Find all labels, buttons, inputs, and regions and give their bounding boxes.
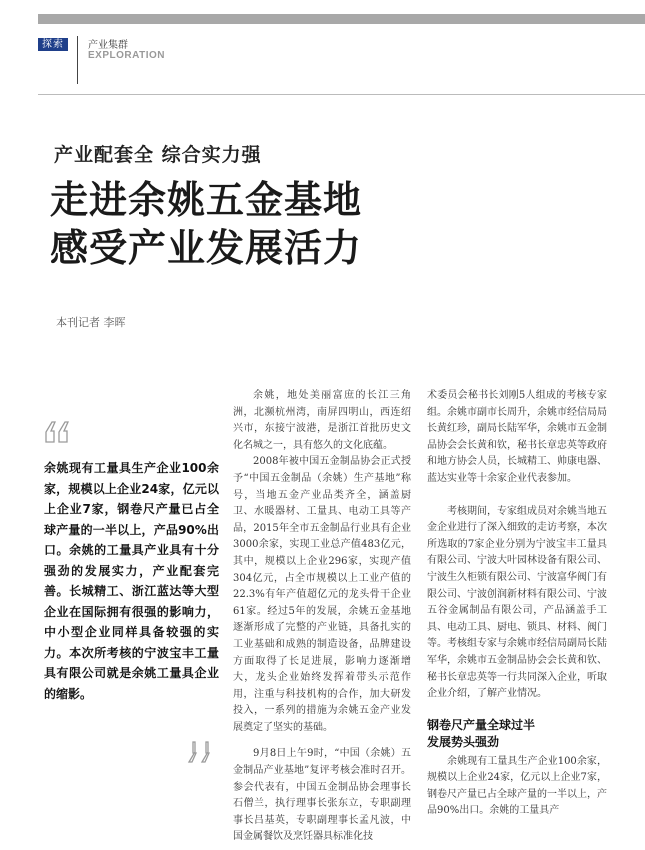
top-color-bar: [38, 14, 645, 24]
paragraph: 余姚现有工量具生产企业100余家，规模以上企业24家，亿元以上企业7家，钢卷尺产量已占全球产量的一半以上，产品90%出口。余姚的工量具产: [427, 755, 607, 817]
section-name-cn: 产业集群: [88, 40, 128, 51]
body-column-3: [427, 388, 607, 820]
byline: 本刊记者 李晖: [56, 316, 126, 329]
title-line-2: 感受产业发展活力: [50, 225, 363, 270]
subheading-line-1: 钢卷尺产量全球过半: [427, 717, 536, 732]
section-subheading: [427, 717, 607, 751]
pull-quote: 余姚现有工量具生产企业100余家，规模以上企业24家，亿元以上企业7家，钢卷尺产量已占全球产量的一半以上，产品90%出口。余姚的工量具产业具有十分强劲的发展实力，产业配套完善。长城精工、浙江蓝达等大型企业在国际拥有很强的影响力，中小型企业同样具备较强的实力。本次所考核的宁波宝丰工量具有限公司就是余姚工量具企业的缩影。: [44, 461, 219, 701]
paragraph: 考核期间，专家组成员对余姚当地五金企业进行了深入细致的走访考察，本次所选取的7家企业分别为宁波宝丰工量具有限公司、宁波大叶园林设备有限公司、宁波生久柜锁有限公司、宁波富华阀门有限公司、宁波创润新材料有限公司、宁波五谷金属制品有限公司，产品涵盖手工具、电动工具、厨电、锁具、材料、阀门等。考核组专家与余姚市经信局副局长陆军华，余姚市五金制品协会会长黄和钦、秘书长章忠英等一行共同深入企业，听取企业介绍，了解产业情况。: [427, 505, 607, 700]
article-title: [50, 176, 362, 272]
subheading-line-2: 发展势头强劲: [427, 734, 500, 749]
article-subtitle: 产业配套全 综合实力强: [54, 144, 262, 166]
paragraph: 余姚，地处美丽富庶的长江三角洲，北濒杭州湾，南屏四明山，西连绍兴市，东接宁波港，是浙江首批历史文化名城之一，具有悠久的文化底蕴。: [233, 390, 411, 451]
header-divider: [77, 36, 78, 84]
paragraph: 术委员会秘书长刘刚5人组成的考核专家组。余姚市副市长周升，余姚市经信局局长黄红珍，副局长陆军华，余姚市五金制品协会会长黄和钦，秘书长章忠英等政府和地方协会人员，长城精工、帅康电器、蓝达实业等十余家企业代表参加。: [427, 390, 607, 484]
header-rule: [38, 94, 645, 95]
close-quote-icon: [186, 740, 214, 764]
open-quote-icon: [44, 420, 72, 444]
section-tag: 探索: [38, 38, 68, 51]
paragraph: 9月8日上午9时，“中国（余姚）五金制品产业基地”复评考核会准时召开。参会代表有，中国五金制品协会理事长石僧兰，执行理事长张东立，专职副理事长吕基英，专职副理事长孟凡波，中国金属餐饮及烹饪器具标准化技: [233, 748, 411, 843]
title-line-1: 走进余姚五金基地: [50, 177, 363, 222]
paragraph: 2008年被中国五金制品协会正式授予“中国五金制品（余姚）生产基地”称号，当地五金产业品类齐全，涵盖厨卫、水暖器材、工量具、电动工具等产品，2015年全市五金制品行业具有企业3000余家，实现工业总产值483亿元，其中，规模以上企业296家，实现产值304亿元，占全市规模以上工业产值的22.3%有年产值超亿元的龙头骨干企业61家。经过5年的发展，余姚五金基地逐渐形成了完整的产业链，具备扎实的工业基础和成熟的制造设备，品牌建设方面取得了长足进展，影响力逐渐增大，龙头企业始终发挥着带头示范作用，注重与科技机构的合作，加大研发投入，一系列的措施为余姚五金产业发展奠定了坚实的基础。: [233, 456, 411, 733]
section-name-en: EXPLORATION: [88, 50, 165, 61]
body-column-2: [233, 388, 411, 846]
